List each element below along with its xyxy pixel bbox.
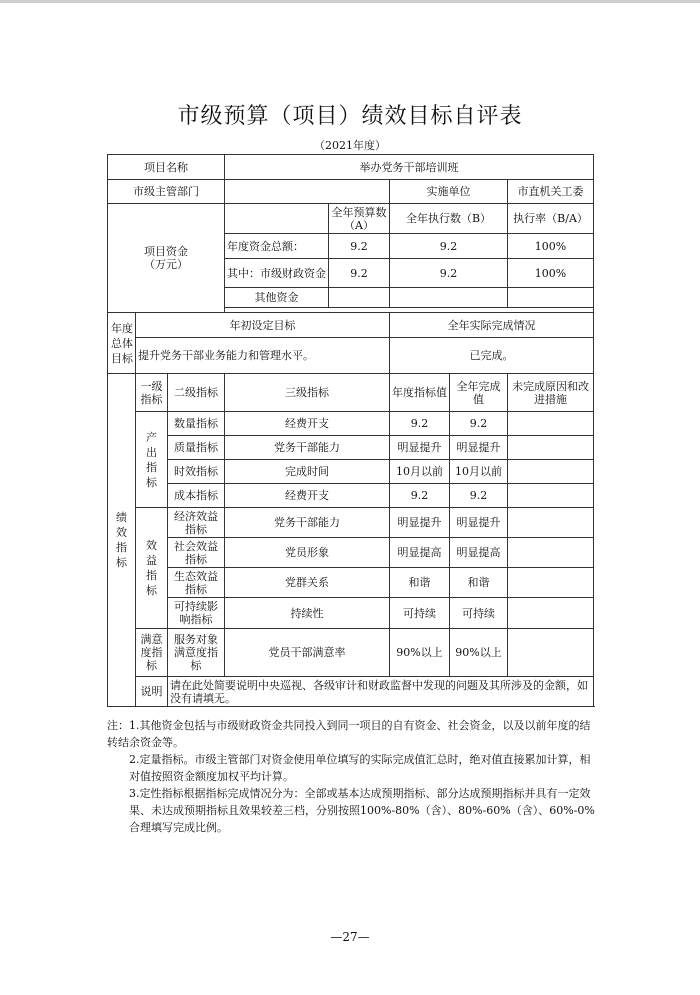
header-target: 年度指标值 xyxy=(390,374,450,412)
indicator-target: 9.2 xyxy=(390,484,450,508)
goals-label-text: 年度总体目标 xyxy=(111,321,133,365)
funds-row-exec xyxy=(390,288,508,308)
funds-row-rate: 100% xyxy=(508,234,594,259)
indicator-actual: 明显提升 xyxy=(450,436,508,460)
funds-row-budget: 9.2 xyxy=(329,234,390,259)
goals-header-row xyxy=(108,313,594,338)
indicator-reason xyxy=(508,538,594,568)
indicator-l2: 成本指标 xyxy=(168,484,225,508)
footnote-item: 2.定量指标。市级主管部门对资金使用单位填写的实际完成值汇总时，绝对值直接累加计算，相对值按照资金额度加权平均计算。 xyxy=(129,753,591,783)
indicators-header-row xyxy=(108,374,594,412)
indicator-l2: 服务对象满意度指标 xyxy=(168,629,225,677)
indicator-row xyxy=(108,412,594,436)
indicator-l3: 党员形象 xyxy=(225,538,390,568)
indicator-l3: 持续性 xyxy=(225,598,390,629)
indicator-target: 明显提升 xyxy=(390,508,450,538)
indicator-row xyxy=(108,538,594,568)
group-output-text: 产出指标 xyxy=(146,430,157,489)
funds-row-budget xyxy=(329,288,390,308)
header-level2: 二级指标 xyxy=(168,374,225,412)
indicator-l2: 时效指标 xyxy=(168,460,225,484)
project-name-label: 项目名称 xyxy=(108,155,225,180)
footnotes xyxy=(107,717,597,836)
group-output-label xyxy=(136,412,168,508)
funds-header-blank xyxy=(225,204,329,234)
funds-row-label: 其他资金 xyxy=(225,288,329,308)
indicator-row xyxy=(108,436,594,460)
indicator-l2: 社会效益指标 xyxy=(168,538,225,568)
remark-text: 请在此处简要说明中央巡视、各级审计和财政监督中发现的问题及其所涉及的金额，如没有请填无。 xyxy=(168,677,594,707)
indicator-reason xyxy=(508,484,594,508)
goals-content-row xyxy=(108,338,594,374)
indicator-l2: 可持续影响指标 xyxy=(168,598,225,629)
indicator-row xyxy=(108,484,594,508)
indicator-actual: 9.2 xyxy=(450,412,508,436)
indicator-row xyxy=(108,460,594,484)
indicator-reason xyxy=(508,629,594,677)
header-level1: 一级指标 xyxy=(136,374,168,412)
header-reason: 未完成原因和改进措施 xyxy=(508,374,594,412)
indicator-l3: 党务干部能力 xyxy=(225,436,390,460)
indicator-target: 10月以前 xyxy=(390,460,450,484)
funds-header-row xyxy=(108,204,594,234)
indicator-row xyxy=(108,508,594,538)
indicator-actual: 明显提升 xyxy=(450,508,508,538)
footnote-item: 3.定性指标根据指标完成情况分为：全部或基本达成预期指标、部分达成预期指标并具有一定效果、未达成预期指标且效果较差三档，分别按照100%-80%（含）、80%-60%（含）、60%-0%合理填写完成比例。 xyxy=(129,787,595,834)
goals-actual-text: 已完成。 xyxy=(390,338,594,374)
funds-row-budget: 9.2 xyxy=(329,259,390,288)
indicator-l2: 数量指标 xyxy=(168,412,225,436)
indicator-target: 可持续 xyxy=(390,598,450,629)
funds-row-rate: 100% xyxy=(508,259,594,288)
funds-label xyxy=(108,204,225,313)
funds-row-label: 年度资金总额： xyxy=(225,234,329,259)
funds-row-rate xyxy=(508,288,594,308)
fiscal-year: （2021年度） xyxy=(314,139,386,152)
indicator-row xyxy=(108,629,594,677)
evaluation-table xyxy=(107,154,594,707)
indicator-reason xyxy=(508,508,594,538)
indicator-actual: 明显提高 xyxy=(450,538,508,568)
remark-row xyxy=(108,677,594,707)
footnote-item: 注：1.其他资金包括与市级财政资金共同投入到同一项目的自有资金、社会资金，以及以前年度的结转结余资金等。 xyxy=(107,719,591,749)
indicator-l3: 党员干部满意率 xyxy=(225,629,390,677)
indicator-target: 和谐 xyxy=(390,568,450,598)
indicator-l3: 完成时间 xyxy=(225,460,390,484)
funds-row-label: 其中：市级财政资金 xyxy=(225,259,329,288)
group-satisfaction-text: 满意度指标 xyxy=(140,633,163,672)
indicator-row xyxy=(108,598,594,629)
group-benefit-text: 效益指标 xyxy=(146,539,157,597)
page-number: —27— xyxy=(330,930,370,944)
indicator-l3: 经费开支 xyxy=(225,484,390,508)
indicator-target: 明显提高 xyxy=(390,538,450,568)
indicator-reason xyxy=(508,436,594,460)
funds-header-rate: 执行率（B/A） xyxy=(508,204,594,234)
department-row xyxy=(108,180,594,204)
goals-label xyxy=(108,313,136,374)
group-benefit-label xyxy=(136,508,168,629)
goals-header-set: 年初设定目标 xyxy=(136,313,390,338)
indicator-reason xyxy=(508,412,594,436)
indicator-row xyxy=(108,568,594,598)
group-satisfaction-label xyxy=(136,629,168,677)
indicator-reason xyxy=(508,460,594,484)
indicator-target: 明显提升 xyxy=(390,436,450,460)
impl-value: 市直机关工委 xyxy=(508,180,594,204)
remark-label: 说明 xyxy=(136,677,168,707)
indicator-l3: 党务干部能力 xyxy=(225,508,390,538)
indicator-actual: 90%以上 xyxy=(450,629,508,677)
funds-header-exec: 全年执行数（B） xyxy=(390,204,508,234)
header-level3: 三级指标 xyxy=(225,374,390,412)
indicator-l2: 经济效益指标 xyxy=(168,508,225,538)
project-name-row xyxy=(108,155,594,180)
indicator-l3: 党群关系 xyxy=(225,568,390,598)
indicator-actual: 和谐 xyxy=(450,568,508,598)
indicators-label xyxy=(108,374,136,707)
indicator-reason xyxy=(508,598,594,629)
goals-header-actual: 全年实际完成情况 xyxy=(390,313,594,338)
indicator-target: 90%以上 xyxy=(390,629,450,677)
funds-row-exec: 9.2 xyxy=(390,259,508,288)
header-actual: 全年完成值 xyxy=(450,374,508,412)
project-name-value: 举办党务干部培训班 xyxy=(225,155,594,180)
indicator-l3: 经费开支 xyxy=(225,412,390,436)
indicators-label-text: 绩效指标 xyxy=(116,511,127,569)
impl-label: 实施单位 xyxy=(390,180,508,204)
indicator-reason xyxy=(508,568,594,598)
indicator-actual: 可持续 xyxy=(450,598,508,629)
funds-header-budget: 全年预算数（A） xyxy=(329,204,390,234)
indicator-target: 9.2 xyxy=(390,412,450,436)
page-title: 市级预算（项目）绩效目标自评表 xyxy=(177,104,523,129)
indicator-actual: 9.2 xyxy=(450,484,508,508)
indicator-l2: 生态效益指标 xyxy=(168,568,225,598)
indicator-actual: 10月以前 xyxy=(450,460,508,484)
dept-label: 市级主管部门 xyxy=(108,180,225,204)
funds-label-text: 项目资金（万元） xyxy=(144,245,188,271)
dept-value xyxy=(225,180,390,204)
funds-row-exec: 9.2 xyxy=(390,234,508,259)
indicator-l2: 质量指标 xyxy=(168,436,225,460)
goals-set-text: 提升党务干部业务能力和管理水平。 xyxy=(136,338,390,374)
